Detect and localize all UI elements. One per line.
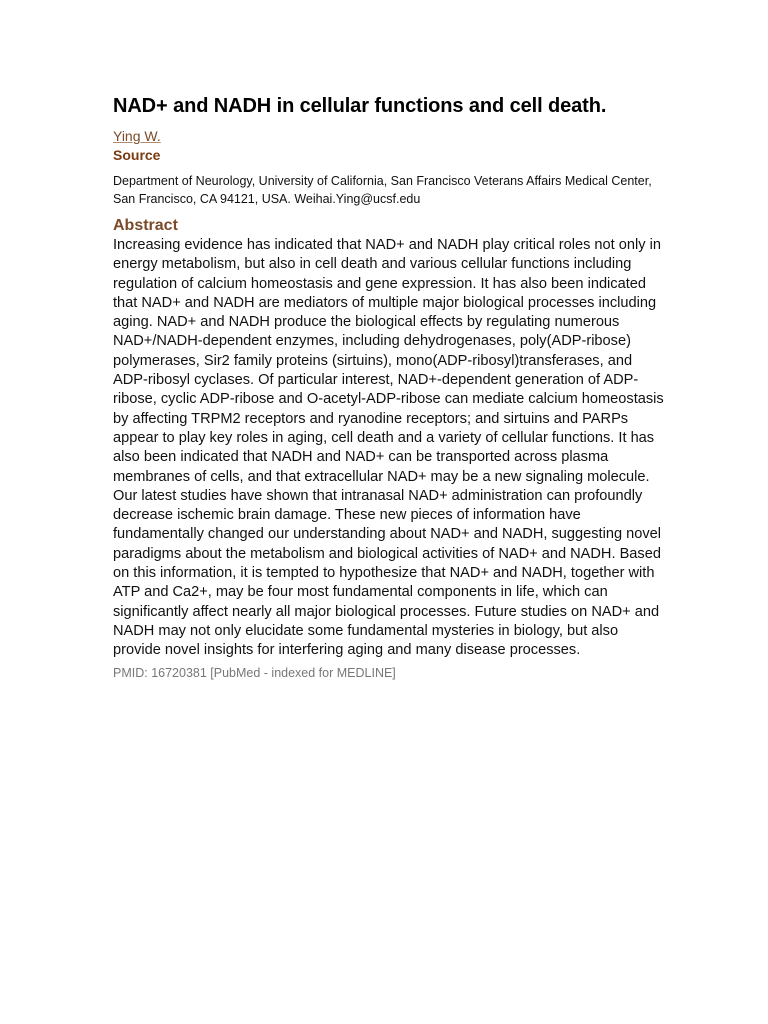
article-title: NAD+ and NADH in cellular functions and cell death. xyxy=(113,95,607,117)
article-record xyxy=(113,94,665,681)
abstract-heading: Abstract xyxy=(113,217,178,234)
author-link[interactable]: Ying W. xyxy=(113,128,161,144)
pmid-line: PMID: 16720381 [PubMed - indexed for MEDLINE] xyxy=(113,665,396,680)
source-heading: Source xyxy=(113,147,161,163)
affiliation-text: Department of Neurology, University of California, San Francisco Veterans Affairs Medical Center, San Francisco, CA 94121, USA. Weihai.Ying@ucsf.edu xyxy=(113,174,652,206)
abstract-body: Increasing evidence has indicated that NAD+ and NADH play critical roles not only in energy metabolism, but also in cell death and various cellular functions including regulation of calcium homeostasis and gene expression. It has also been indicated that NAD+ and NADH are mediators of multiple major biological processes including aging. NAD+ and NADH produce the biological effects by regulating numerous NAD+/NADH-dependent enzymes, including dehydrogenases, poly(ADP-ribose) polymerases, Sir2 family proteins (sirtuins), mono(ADP-ribosyl)transferases, and ADP-ribosyl cyclases. Of particular interest, NAD+-dependent generation of ADP-ribose, cyclic ADP-ribose and O-acetyl-ADP-ribose can mediate calcium homeostasis by affecting TRPM2 receptors and ryanodine receptors; and sirtuins and PARPs appear to play key roles in aging, cell death and a variety of cellular functions. It has also been indicated that NADH and NAD+ can be transported across plasma membranes of cells, and that extracellular NAD+ may be a new signaling molecule. Our latest studies have shown that intranasal NAD+ administration can profoundly decrease ischemic brain damage. These new pieces of information have fundamentally changed our understanding about NAD+ and NADH, suggesting novel paradigms about the metabolism and biological activities of NAD+ and NADH. Based on this information, it is tempted to hypothesize that NAD+ and NADH, together with ATP and Ca2+, may be four most fundamental components in life, which can significantly affect nearly all major biological processes. Future studies on NAD+ and NADH may not only elucidate some fundamental mysteries in biology, but also provide novel insights for interfering aging and many disease processes. xyxy=(113,237,664,659)
